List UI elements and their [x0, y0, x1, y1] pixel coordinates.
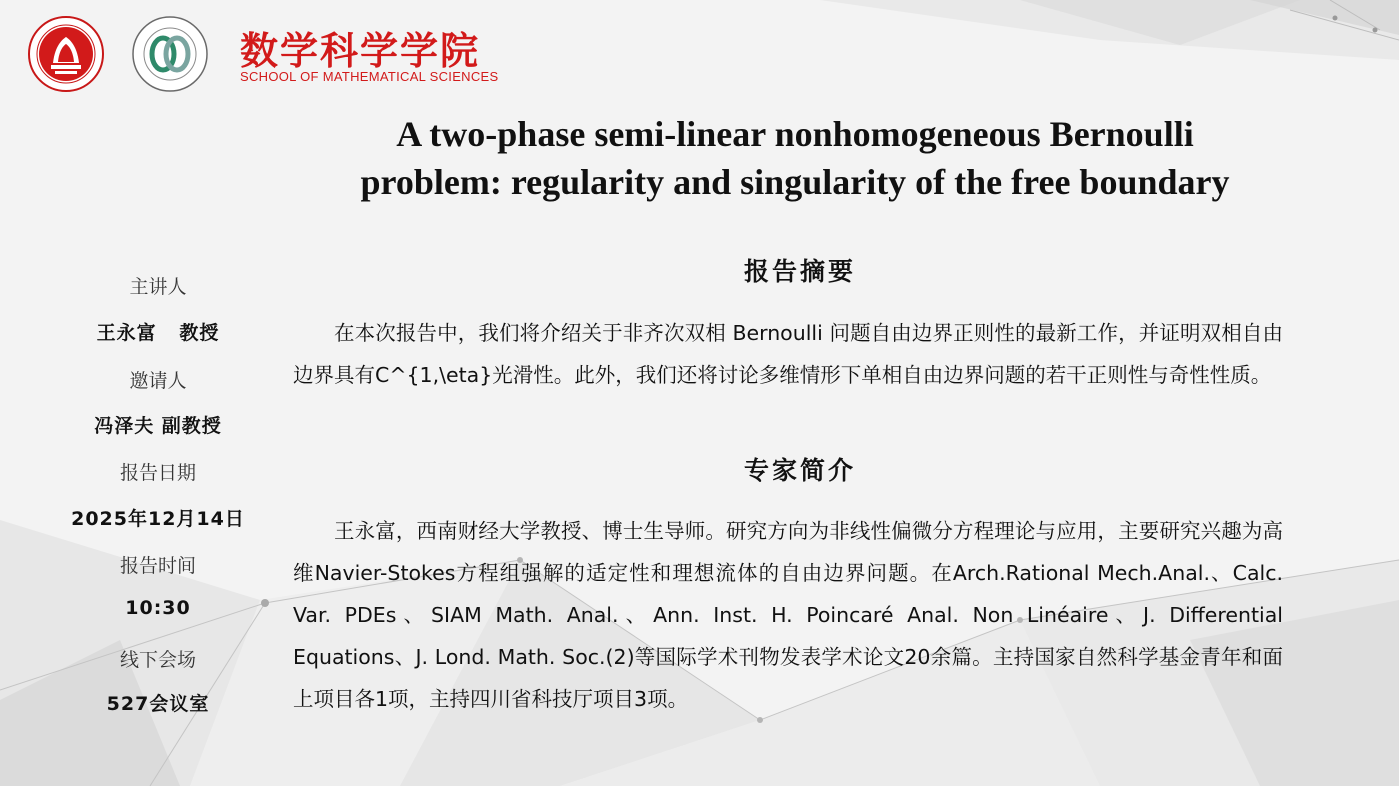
inviter-label: 邀请人: [129, 370, 187, 392]
university-logo: [27, 15, 105, 93]
school-logo: [131, 15, 209, 93]
time-value: 10:30: [125, 597, 191, 619]
school-name-cn: 数学科学学院: [240, 29, 481, 73]
time-label: 报告时间: [119, 555, 196, 577]
bio-text: 王永富，西南财经大学教授、博士生导师。研究方向为非线性偏微分方程理论与应用，主要研究兴趣为高维Navier-Stokes方程组强解的适定性和理想流体的自由边界问题。在Arch.Rational Mech.Anal.、Calc. Var. PDEs、SIAM Math. Anal.、Ann. Inst. H. Poincaré Anal. Non Linéaire、J. Differential Equations、J. Lond. Math. Soc.(2)等国际学术刊物发表学术论文20余篇。主持国家自然科学基金青年和面上项目各1项，主持四川省科技厅项目3项。: [293, 519, 1283, 711]
school-name-en: SCHOOL OF MATHEMATICAL SCIENCES: [240, 69, 499, 84]
talk-title-line-1: A two-phase semi-linear nonhomogeneous Bernoulli: [396, 114, 1194, 154]
date-value: 2025年12月14日: [71, 508, 245, 530]
speaker-value: 王永富 教授: [96, 322, 220, 344]
speaker-label: 主讲人: [129, 276, 187, 298]
venue-value: 527会议室: [106, 693, 210, 715]
inviter-value: 冯泽夫 副教授: [94, 415, 222, 437]
talk-title: [290, 110, 1300, 206]
venue-label: 线下会场: [119, 649, 196, 671]
abstract-text: 在本次报告中，我们将介绍关于非齐次双相 Bernoulli 问题自由边界正则性的最新工作，并证明双相自由边界具有C^{1,\eta}光滑性。此外，我们还将讨论多维情形下单相自由边界问题的若干正则性与奇性性质。: [293, 321, 1283, 387]
abstract-heading: 报告摘要: [743, 257, 856, 286]
date-label: 报告日期: [119, 462, 196, 484]
talk-title-line-2: problem: regularity and singularity of the free boundary: [360, 162, 1230, 202]
bio-heading: 专家简介: [743, 456, 856, 485]
